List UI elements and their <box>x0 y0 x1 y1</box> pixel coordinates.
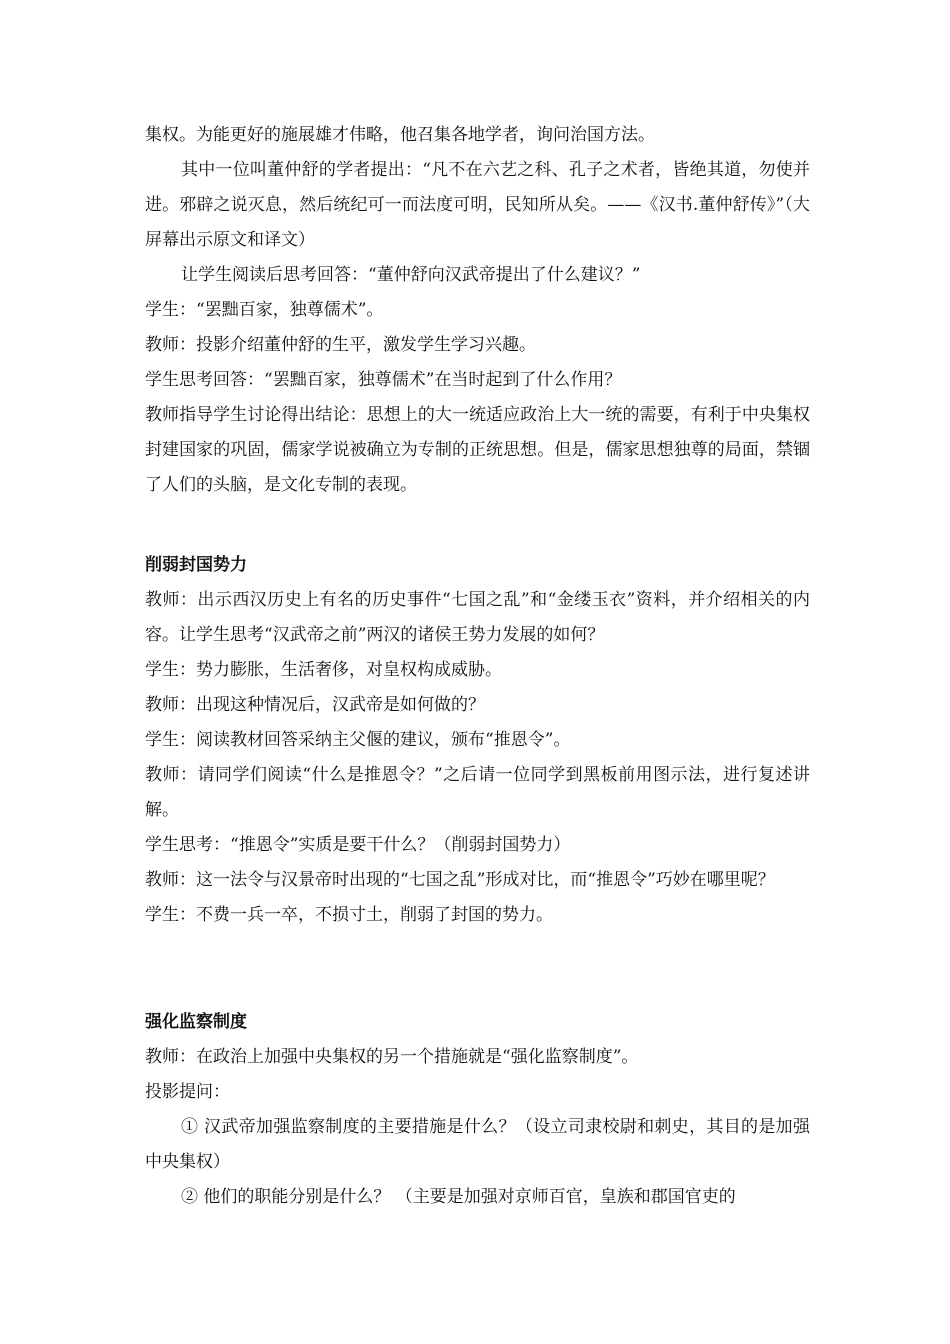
paragraph: 教师：在政治上加强中央集权的另一个措施就是“强化监察制度”。 <box>145 1047 639 1067</box>
paragraph: 让学生阅读后思考回答：“董仲舒向汉武帝提出了什么建议？” <box>181 265 641 285</box>
paragraph: 教师：出示西汉历史上有名的历史事件“七国之乱”和“金缕玉衣”资料，并介绍相关的内容。让学生思考“汉武帝之前”两汉的诸侯王势力发展的如何？ <box>145 590 810 645</box>
paragraph: 学生思考回答：“罢黜百家，独尊儒术”在当时起到了什么作用？ <box>145 370 622 390</box>
section-supervision <box>145 1005 810 1215</box>
paragraph: 投影提问： <box>145 1082 230 1102</box>
paragraph: 学生：不费一兵一卒，不损寸土，削弱了封国的势力。 <box>145 905 553 925</box>
paragraph: 其中一位叫董仲舒的学者提出：“凡不在六艺之科、孔子之术者，皆绝其道，勿使并进。邪辟之说灭息，然后统纪可一而法度可明，民知所从矣。——《汉书.董仲舒传》”（大屏幕出示原文和译文） <box>145 160 810 250</box>
paragraph: 学生：势力膨胀，生活奢侈，对皇权构成威胁。 <box>145 660 502 680</box>
paragraph: 教师：请同学们阅读“什么是推恩令？”之后请一位同学到黑板前用图示法，进行复述讲解。 <box>145 765 810 820</box>
paragraph: 学生思考：“推恩令”实质是要干什么？（削弱封国势力） <box>145 835 571 855</box>
section-heading: 强化监察制度 <box>145 1012 247 1032</box>
paragraph: 教师：投影介绍董仲舒的生平，激发学生学习兴趣。 <box>145 335 536 355</box>
list-item: ① 汉武帝加强监察制度的主要措施是什么？（设立司隶校尉和刺史，其目的是加强中央集权） <box>145 1117 810 1172</box>
section-heading: 削弱封国势力 <box>145 555 247 575</box>
section-weaken-vassals <box>145 548 810 933</box>
paragraph: 学生：“罢黜百家，独尊儒术”。 <box>145 300 384 320</box>
paragraph: 教师指导学生讨论得出结论：思想上的大一统适应政治上大一统的需要，有利于中央集权封建国家的巩固，儒家学说被确立为专制的正统思想。但是，儒家思想独尊的局面，禁锢了人们的头脑，是文化专制的表现。 <box>145 405 810 495</box>
section-ideology <box>145 118 810 503</box>
paragraph: 集权。为能更好的施展雄才伟略，他召集各地学者，询问治国方法。 <box>145 125 655 145</box>
paragraph: 教师：出现这种情况后，汉武帝是如何做的？ <box>145 695 485 715</box>
list-item: ② 他们的职能分别是什么？ （主要是加强对京师百官，皇族和郡国官吏的 <box>181 1187 736 1207</box>
paragraph: 教师：这一法令与汉景帝时出现的“七国之乱”形成对比，而“推恩令”巧妙在哪里呢？ <box>145 870 775 890</box>
paragraph: 学生：阅读教材回答采纳主父偃的建议，颁布“推恩令”。 <box>145 730 571 750</box>
